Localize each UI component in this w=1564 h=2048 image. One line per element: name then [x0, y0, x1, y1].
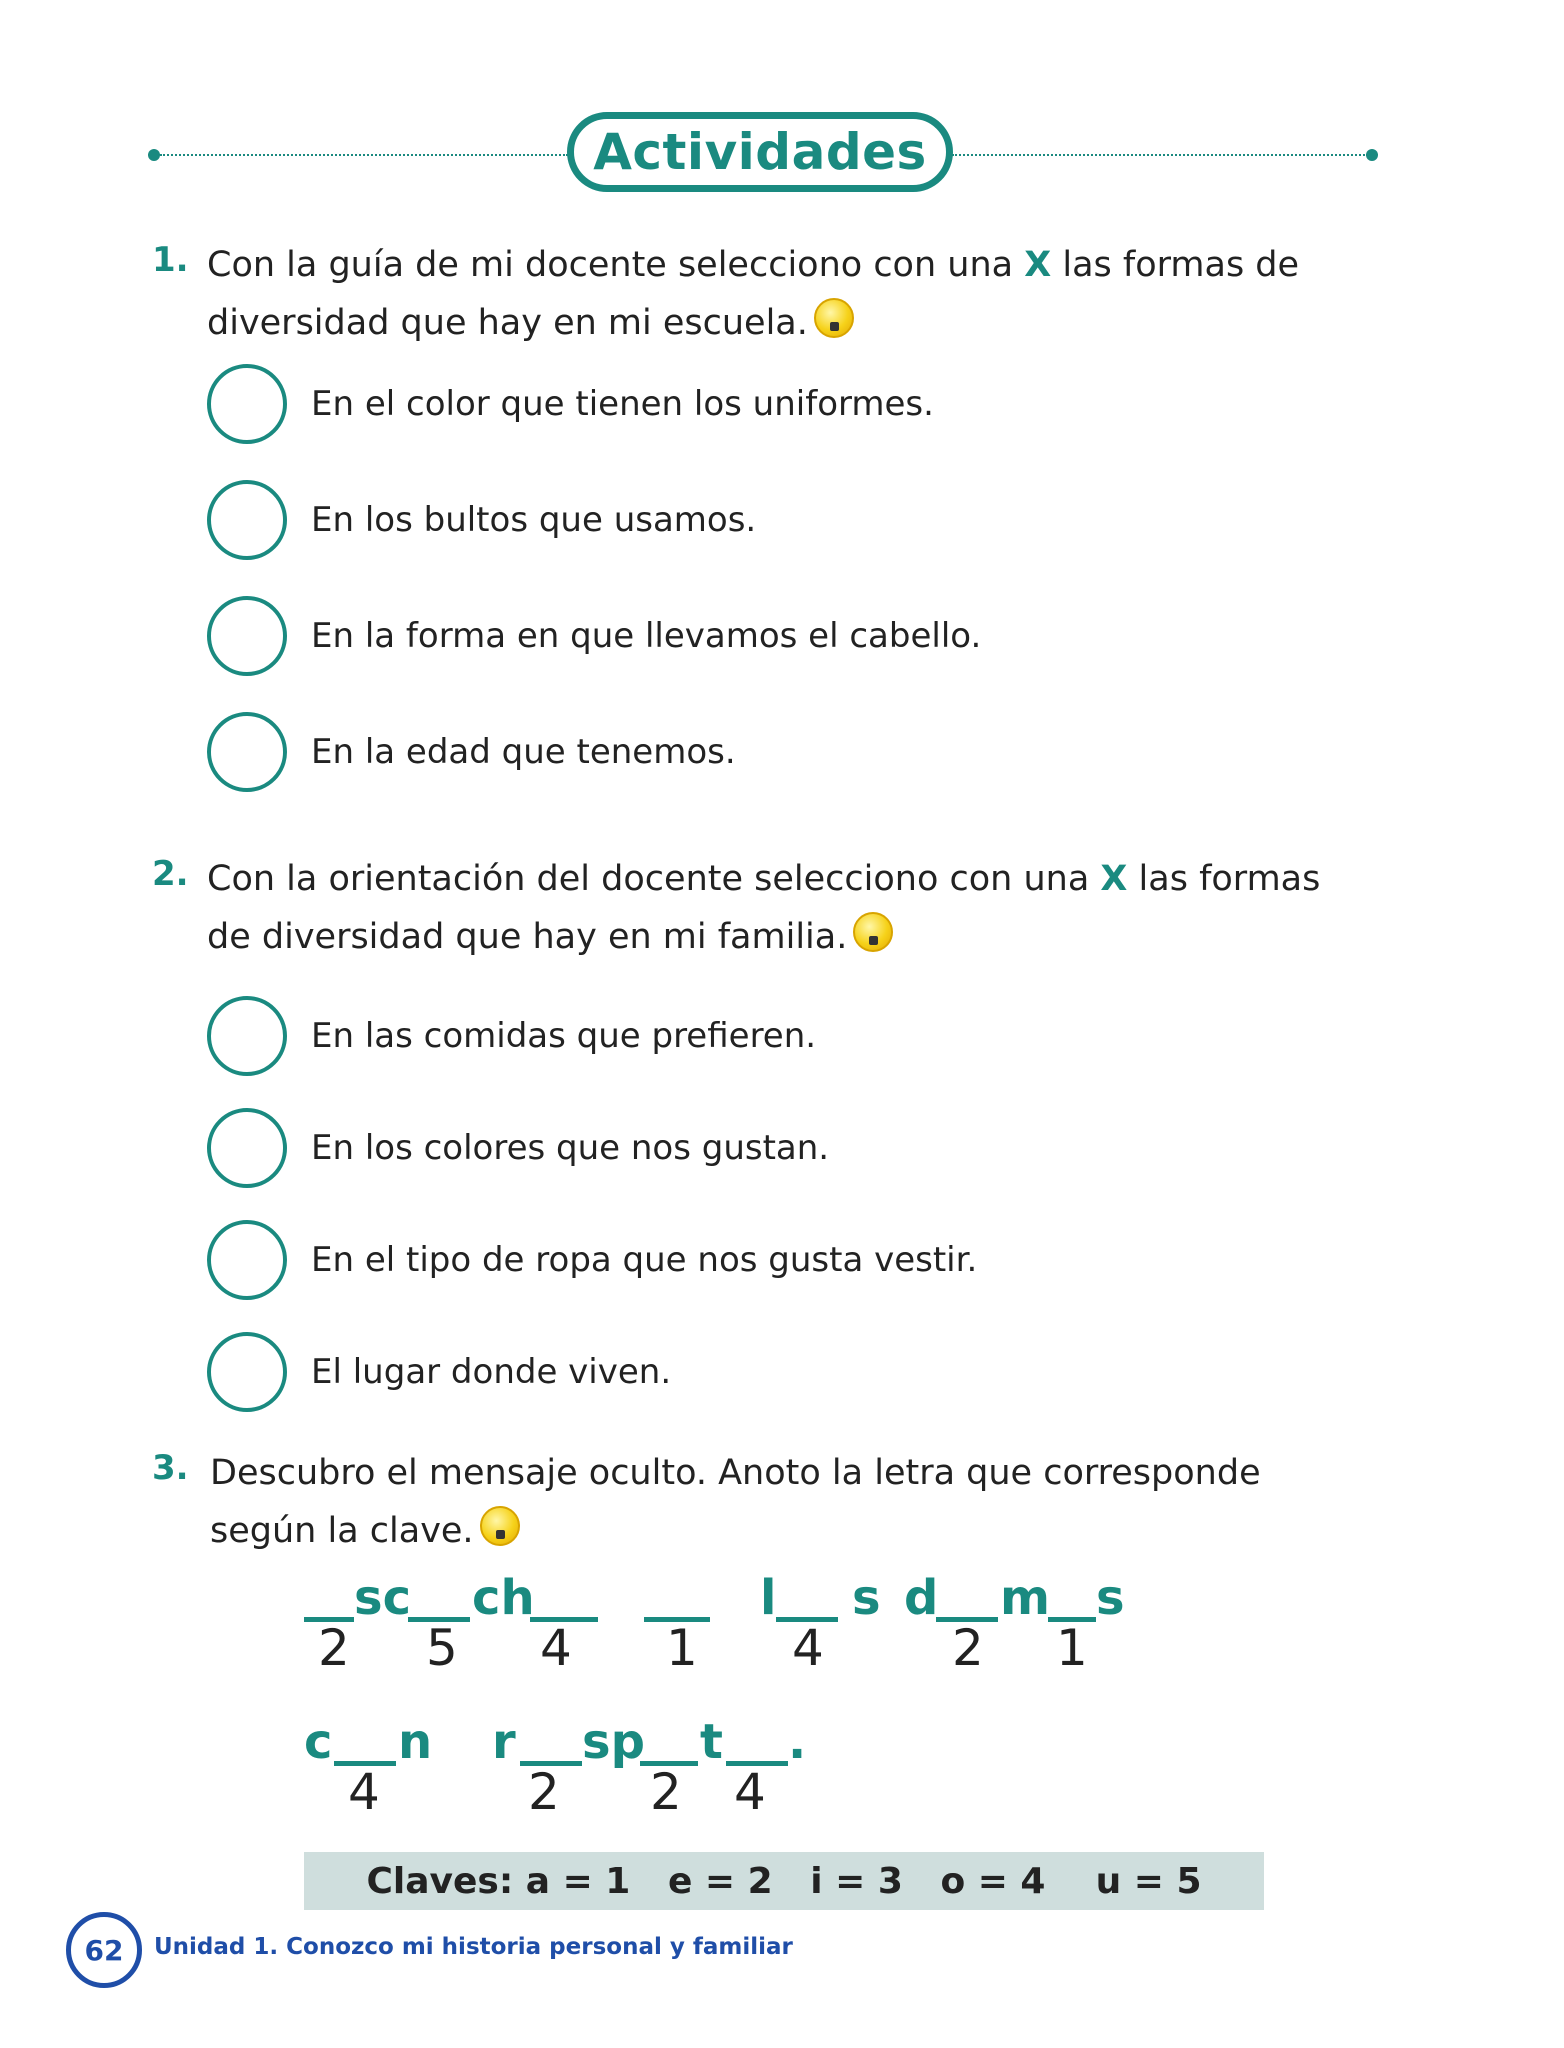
q3-prompt [210, 1444, 1261, 1560]
word-fragment: sp [582, 1714, 645, 1770]
word-fragment: c [304, 1714, 333, 1770]
q1-option-3-checkbox[interactable] [207, 596, 287, 676]
key-number: 2 [650, 1763, 682, 1821]
q2-x-mark: X [1100, 859, 1128, 899]
unit-title: Unidad 1. Conozco mi historia personal y familiar [154, 1934, 793, 1960]
activities-title-badge [567, 112, 953, 192]
q2-number: 2. [152, 854, 189, 894]
word-fragment: s [852, 1570, 881, 1626]
q2-prompt [207, 850, 1320, 966]
key-number: 4 [540, 1619, 572, 1677]
q2-option-2-label: En los colores que nos gustan. [311, 1128, 830, 1168]
page-number-badge [66, 1912, 142, 1988]
q1-option-1[interactable] [207, 362, 934, 446]
q1-line2: diversidad que hay en mi escuela. [207, 294, 1299, 352]
word-fragment: ch [472, 1570, 535, 1626]
q1-option-3[interactable] [207, 594, 981, 678]
key-number: 4 [734, 1763, 766, 1821]
q2-option-2-checkbox[interactable] [207, 1108, 287, 1188]
q3-number: 3. [152, 1448, 189, 1488]
word-fragment: r [492, 1714, 516, 1770]
q1-option-1-checkbox[interactable] [207, 364, 287, 444]
q2-line1: Con la orientación del docente selecciono con una X las formas [207, 859, 1321, 899]
q3-line2: según la clave. [210, 1502, 1261, 1560]
q2-option-2[interactable] [207, 1106, 829, 1190]
key-number: 2 [952, 1619, 984, 1677]
q1-option-2-checkbox[interactable] [207, 480, 287, 560]
header-dot-right [1366, 149, 1378, 161]
q1-option-4[interactable] [207, 710, 736, 794]
lightbulb-icon [853, 912, 893, 952]
word-fragment: m [1000, 1570, 1051, 1626]
q1-x-mark: X [1024, 245, 1052, 285]
q1-option-3-label: En la forma en que llevamos el cabello. [311, 616, 982, 656]
key-number: 4 [348, 1763, 380, 1821]
letter-key-bar [304, 1852, 1264, 1910]
q2-option-3[interactable] [207, 1218, 977, 1302]
key-number: 4 [792, 1619, 824, 1677]
q1-option-1-label: En el color que tienen los uniformes. [311, 384, 934, 424]
letter-key-text: Claves: a = 1 e = 2 i = 3 o = 4 u = 5 [366, 1860, 1202, 1902]
word-fragment: . [788, 1714, 807, 1770]
header-dotted-line-right [952, 154, 1368, 156]
header-dot-left [148, 149, 160, 161]
word-fragment: t [700, 1714, 723, 1770]
key-number: 2 [318, 1619, 350, 1677]
header-dotted-line-left [160, 154, 568, 156]
page-number: 62 [84, 1933, 124, 1967]
q2-option-4-checkbox[interactable] [207, 1332, 287, 1412]
q3-line1: Descubro el mensaje oculto. Anoto la letra que corresponde [210, 1453, 1261, 1493]
q2-option-4-label: El lugar donde viven. [311, 1352, 672, 1392]
q2-option-1[interactable] [207, 994, 816, 1078]
q2-option-4[interactable] [207, 1330, 671, 1414]
q1-prompt [207, 236, 1299, 352]
key-number: 2 [528, 1763, 560, 1821]
q1-option-2[interactable] [207, 478, 756, 562]
q2-line2: de diversidad que hay en mi familia. [207, 908, 1320, 966]
word-fragment: d [904, 1570, 939, 1626]
lightbulb-icon [814, 298, 854, 338]
lightbulb-icon [480, 1506, 520, 1546]
word-fragment: l [760, 1570, 777, 1626]
word-fragment: sc [354, 1570, 412, 1626]
q2-option-1-label: En las comidas que prefieren. [311, 1016, 817, 1056]
q1-option-4-checkbox[interactable] [207, 712, 287, 792]
q2-option-3-checkbox[interactable] [207, 1220, 287, 1300]
activities-title: Actividades [593, 123, 927, 181]
word-fragment: n [398, 1714, 433, 1770]
key-number: 1 [666, 1619, 698, 1677]
q2-option-3-label: En el tipo de ropa que nos gusta vestir. [311, 1240, 978, 1280]
q2-option-1-checkbox[interactable] [207, 996, 287, 1076]
q1-option-2-label: En los bultos que usamos. [311, 500, 757, 540]
key-number: 1 [1056, 1619, 1088, 1677]
key-number: 5 [426, 1619, 458, 1677]
q1-number: 1. [152, 240, 189, 280]
q1-option-4-label: En la edad que tenemos. [311, 732, 736, 772]
word-fragment: s [1096, 1570, 1125, 1626]
q1-line1: Con la guía de mi docente selecciono con una X las formas de [207, 245, 1300, 285]
